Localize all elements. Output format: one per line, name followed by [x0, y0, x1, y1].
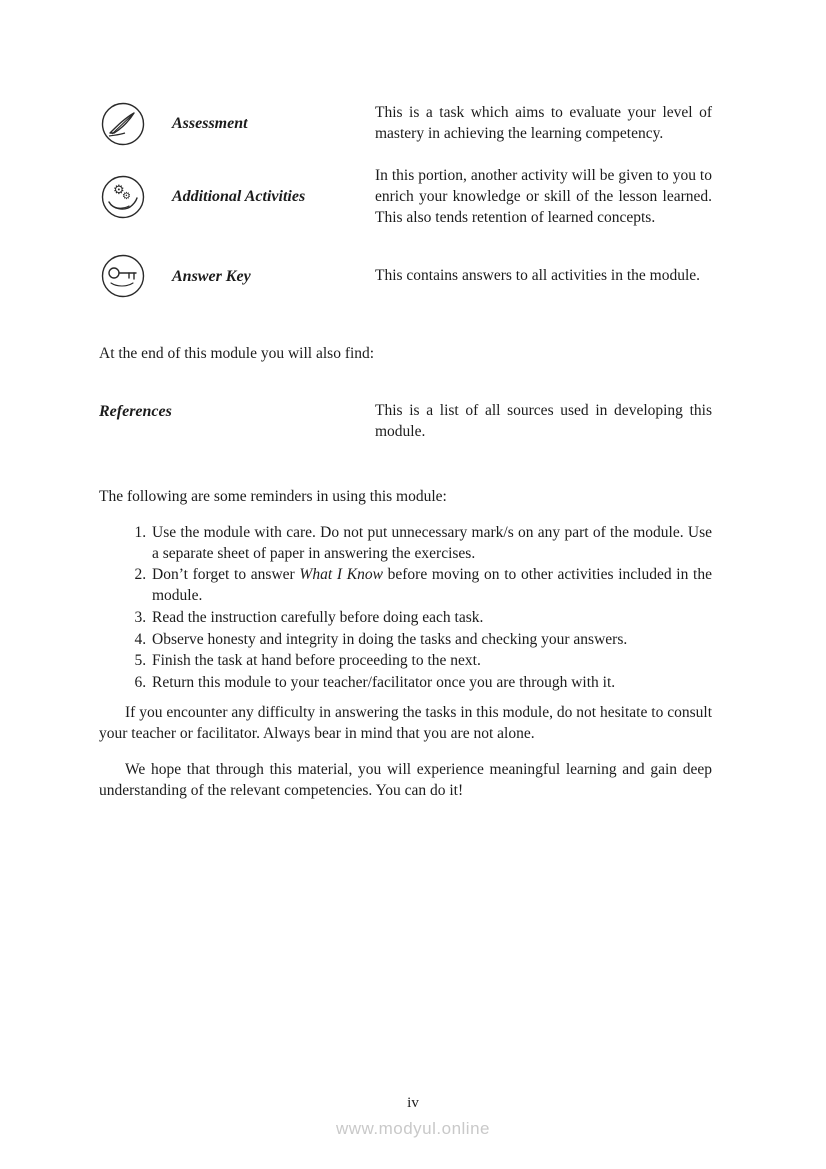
svg-text:⚙: ⚙ — [122, 191, 131, 203]
reminder-item: 4. Observe honesty and integrity in doing the tasks and checking your answers. — [150, 630, 712, 651]
reminder-item-text: before moving on to other activities included in the module. — [152, 566, 712, 605]
assessment-pen-icon — [99, 100, 172, 148]
reminders-intro: The following are some reminders in using this module: — [99, 487, 447, 505]
section-description-assessment: This is a task which aims to evaluate your level of mastery in achieving the learning competency. — [375, 104, 712, 142]
reminder-item: 6. Return this module to your teacher/facilitator once you are through with it. — [150, 673, 712, 694]
reminder-item-text: Don’t forget to answer — [152, 566, 300, 584]
references-row — [99, 401, 712, 443]
answer-key-icon — [99, 252, 172, 300]
page-number: iv — [407, 1094, 419, 1111]
watermark-text: www.modyul.online — [335, 1119, 490, 1139]
closing-paragraph-difficulty: If you encounter any difficulty in answering the tasks in this module, do not hesitate to consult your teacher or facilitator. Always bear in mind that you are not alone. — [99, 703, 712, 742]
end-of-module-note: At the end of this module you will also find: — [99, 345, 375, 363]
reminder-item: 1. Use the module with care. Do not put unnecessary mark/s on any part of the module. Use a separate sheet of paper in answering the exercises. — [150, 523, 712, 565]
section-row-additional-activities — [99, 166, 712, 228]
section-description-additional-activities: In this portion, another activity will be given to you to enrich your knowledge or skill of the lesson learned. This also tends retention of learned concepts. — [375, 167, 712, 226]
section-row-assessment — [99, 100, 712, 148]
reminder-item: 3. Read the instruction carefully before doing each task. — [150, 608, 712, 629]
references-description: This is a list of all sources used in developing this module. — [375, 402, 712, 440]
reminder-item: 5. Finish the task at hand before proceeding to the next. — [150, 651, 712, 672]
section-label-answer-key: Answer Key — [172, 267, 251, 285]
references-label: References — [99, 403, 172, 421]
reminder-item — [150, 565, 712, 607]
section-description-answer-key: This contains answers to all activities in the module. — [375, 266, 701, 284]
section-label-assessment: Assessment — [172, 115, 248, 133]
reminders-list — [99, 523, 712, 694]
svg-text:⚙: ⚙ — [113, 183, 125, 199]
section-label-additional-activities: Additional Activities — [172, 188, 306, 206]
page-content — [99, 100, 712, 817]
section-row-answer-key — [99, 252, 712, 300]
additional-activities-gears-hand-icon — [99, 173, 172, 221]
closing-paragraph-hope: We hope that through this material, you will experience meaningful learning and gain deep understanding of the relevant competencies. You can do it! — [99, 761, 712, 799]
reminder-item-italic-phrase: What I Know — [299, 566, 383, 584]
